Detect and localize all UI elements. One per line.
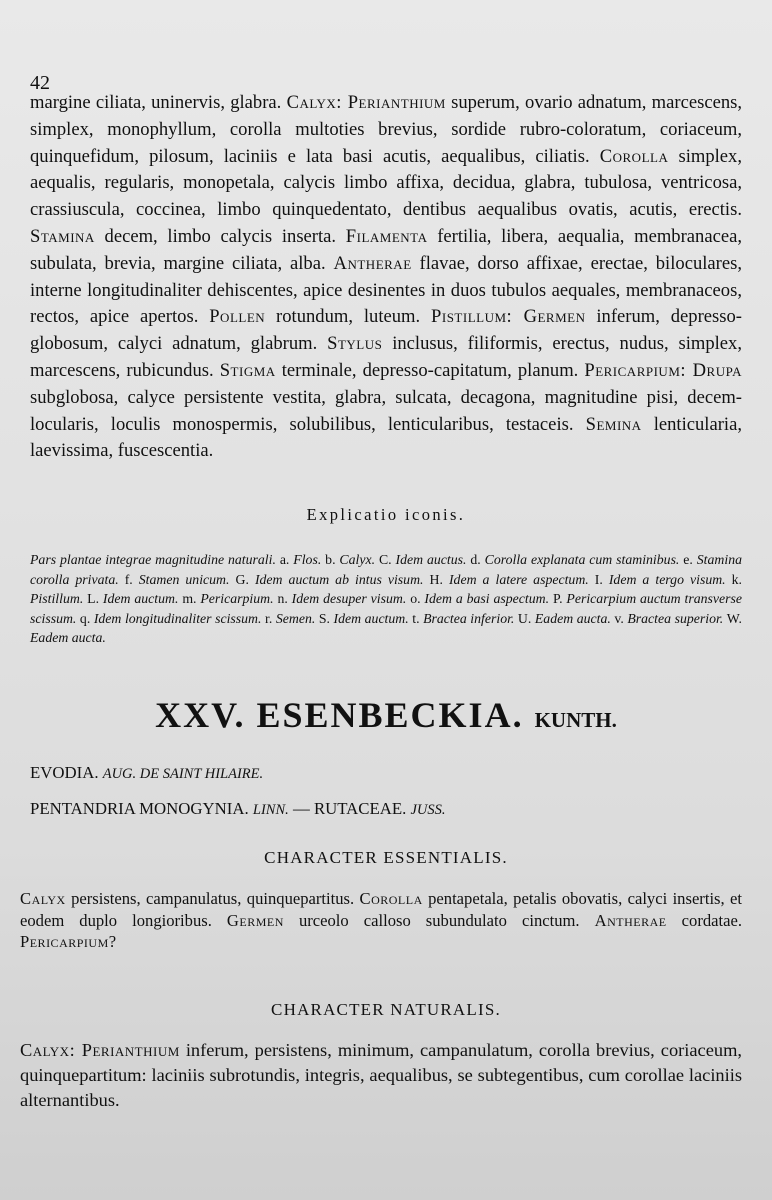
essential-character-text (20, 888, 742, 953)
text-run: Idem auctus. (391, 552, 471, 567)
linnean-author: LINN. (252, 802, 289, 818)
figure-letter: o. (410, 591, 421, 607)
page-number: 42 (30, 72, 50, 94)
figure-letter: U. (517, 610, 532, 626)
figure-letter: r. (265, 610, 273, 626)
text-run: persistens, campanulatus, quinquepartitus. (65, 889, 360, 908)
text-run: Pistillum. (30, 591, 88, 607)
classification-dash: — (292, 799, 310, 818)
text-run: Stamen unicum. (132, 571, 236, 587)
text-run: Eadem aucta. (531, 610, 615, 626)
small-caps-term: Stigma (219, 359, 276, 381)
text-run: Pericarpium auctum transverse scissum. (30, 591, 742, 626)
text-run: flavae, dorso affixae, erectae, biloculares, interne longitudinaliter dehiscentes, apice desinentes in duos tubulos aequales, membranaceos, rectos, apice apertos. (30, 252, 742, 328)
text-run: Idem auctum ab intus visum. (248, 571, 430, 587)
small-caps-term: Filamenta (345, 225, 428, 247)
text-run: Stamina corolla privata. (30, 552, 742, 587)
text-run: Idem a latere aspectum. (442, 571, 595, 587)
description-paragraph (30, 90, 742, 465)
text-run: Semen. (272, 610, 319, 626)
text-run: urceolo calloso subundulato cinctum. (283, 910, 595, 930)
linnean-class: PENTANDRIA MONOGYNIA. (30, 799, 249, 818)
small-caps-term: Pericarpium (20, 932, 109, 952)
small-caps-term: Pollen (209, 306, 266, 328)
text-run: rotundum, luteum. (265, 306, 432, 328)
figure-letter: q. (79, 610, 91, 626)
character-naturalis-heading: CHARACTER NATURALIS. (271, 1000, 501, 1019)
small-caps-term: Pistillum: Germen (431, 306, 586, 328)
figure-letter: m. (182, 591, 197, 607)
genus-name: XXV. ESENBECKIA. (155, 695, 524, 735)
figure-letter: S. (318, 610, 330, 626)
text-run: Idem auctum. (99, 591, 183, 607)
text-run: inferum, depresso-globosum, calyci adnatum, glabrum. (30, 306, 742, 355)
synonym-line (30, 762, 742, 785)
small-caps-term: Semina (585, 413, 642, 435)
character-essentialis-heading: CHARACTER ESSENTIALIS. (264, 848, 508, 867)
genus-author: KUNTH. (534, 708, 617, 732)
essential-character-paragraph (20, 888, 742, 953)
text-run: Bractea superior. (623, 610, 727, 626)
family-name: RUTACEAE. (313, 799, 407, 818)
text-run: Pars plantae integrae magnitudine naturali. (30, 552, 280, 567)
text-run: Corolla explanata cum staminibus. (480, 552, 684, 567)
text-run: Pericarpium. (196, 591, 278, 607)
text-run: lenticularia, laevissima, fuscescentia. (30, 413, 742, 462)
small-caps-term: Germen (226, 910, 284, 930)
figure-letter: n. (277, 591, 288, 607)
figure-letter: H. (429, 571, 443, 587)
text-run: subglobosa, calyce persistente vestita, glabra, sulcata, decagona, magnitudine pisi, decem-locularis, loculis monospermis, solubilibus, lenticularibus, testaceis. (30, 386, 742, 435)
text-run: inclusus, filiformis, erectus, nudus, simplex, marcescens, rubicundus. (30, 333, 743, 381)
genus-heading (0, 694, 772, 736)
text-run: Bractea inferior. (419, 610, 518, 626)
natural-character-paragraph (20, 1038, 742, 1112)
text-run: Idem longitudinaliter scissum. (90, 610, 266, 626)
text-run: superum, ovario adnatum, marcescens, simplex, monophyllum, corolla multoties brevius, sordide rubro-coloratum, coriaceum, quinquefidum, pilosum, laciniis e lata basi acutis, aequalibus, ciliatis. (30, 92, 743, 167)
small-caps-term: Calyx: Perianthium (20, 1040, 180, 1060)
text-run: Eadem aucta. (30, 630, 106, 646)
small-caps-term: Antherae (333, 252, 412, 274)
family-author: JUSS. (410, 802, 446, 818)
figure-letter: G. (235, 571, 249, 587)
figure-letter: a. (279, 552, 290, 567)
figure-letter: W. (726, 610, 743, 626)
small-caps-term: Antherae (594, 910, 667, 930)
figure-caption (30, 550, 742, 648)
text-run: Idem desuper visum. (287, 591, 411, 607)
figure-letter: I. (594, 571, 603, 587)
small-caps-term: Stamina (30, 225, 95, 247)
classification-line (30, 798, 742, 821)
text-run: inferum, persistens, minimum, campanulatum, corolla brevius, coriaceum, quinquepartitum: laciniis subrotundis, integris, aequalibus, se subtegentibus, cum corollae laciniis alternantibus. (20, 1040, 742, 1110)
small-caps-term: Corolla (599, 145, 669, 167)
text-run: Calyx. (335, 552, 379, 567)
text-run: ? (108, 932, 117, 952)
text-run: simplex, aequalis, regularis, monopetala, calycis limbo affixa, decidua, glabra, tubulosa, ventricosa, crassiuscula, coccinea, limbo quinquedentato, dentibus aequalibus ovatis, acutis, erectis. (30, 145, 742, 221)
figure-letter: C. (378, 552, 392, 567)
text-run: Idem a tergo visum. (602, 571, 732, 587)
text-run: terminale, depresso-capitatum, planum. (275, 359, 585, 381)
text-run: cordatae. (666, 910, 742, 930)
text-run: Flos. (289, 552, 326, 567)
figure-letter: t. (412, 610, 420, 626)
synonym-name: EVODIA. (30, 763, 99, 782)
small-caps-term: Pericarpium: Drupa (584, 359, 743, 381)
figure-letter: e. (683, 552, 693, 567)
small-caps-term: Calyx (20, 889, 66, 908)
text-run: decem, limbo calycis inserta. (94, 225, 346, 247)
small-caps-term: Calyx: Perianthium (286, 92, 446, 113)
text-run: Idem auctum. (329, 610, 413, 626)
text-run: margine ciliata, uninervis, glabra. (30, 92, 287, 113)
small-caps-term: Stylus (327, 333, 383, 355)
small-caps-term: Corolla (359, 889, 423, 908)
text-run: Idem a basi aspectum. (420, 591, 553, 607)
text-run: pentapetala, petalis obovatis, calyci insertis, et eodem duplo longioribus. (20, 889, 742, 930)
synonym-author: AUG. DE SAINT HILAIRE. (102, 766, 264, 782)
figure-letter: f. (124, 571, 133, 587)
figure-letter: k. (731, 571, 743, 587)
figure-letter: v. (614, 610, 624, 626)
figure-letter: L. (87, 591, 100, 607)
explicatio-heading: Explicatio iconis. (306, 505, 466, 524)
text-run: fertilia, libera, aequalia, membranacea, subulata, brevia, margine ciliata, alba. (30, 225, 743, 274)
figure-letter: b. (325, 552, 336, 567)
figure-letter: d. (470, 552, 481, 567)
figure-letter: P. (552, 591, 563, 607)
